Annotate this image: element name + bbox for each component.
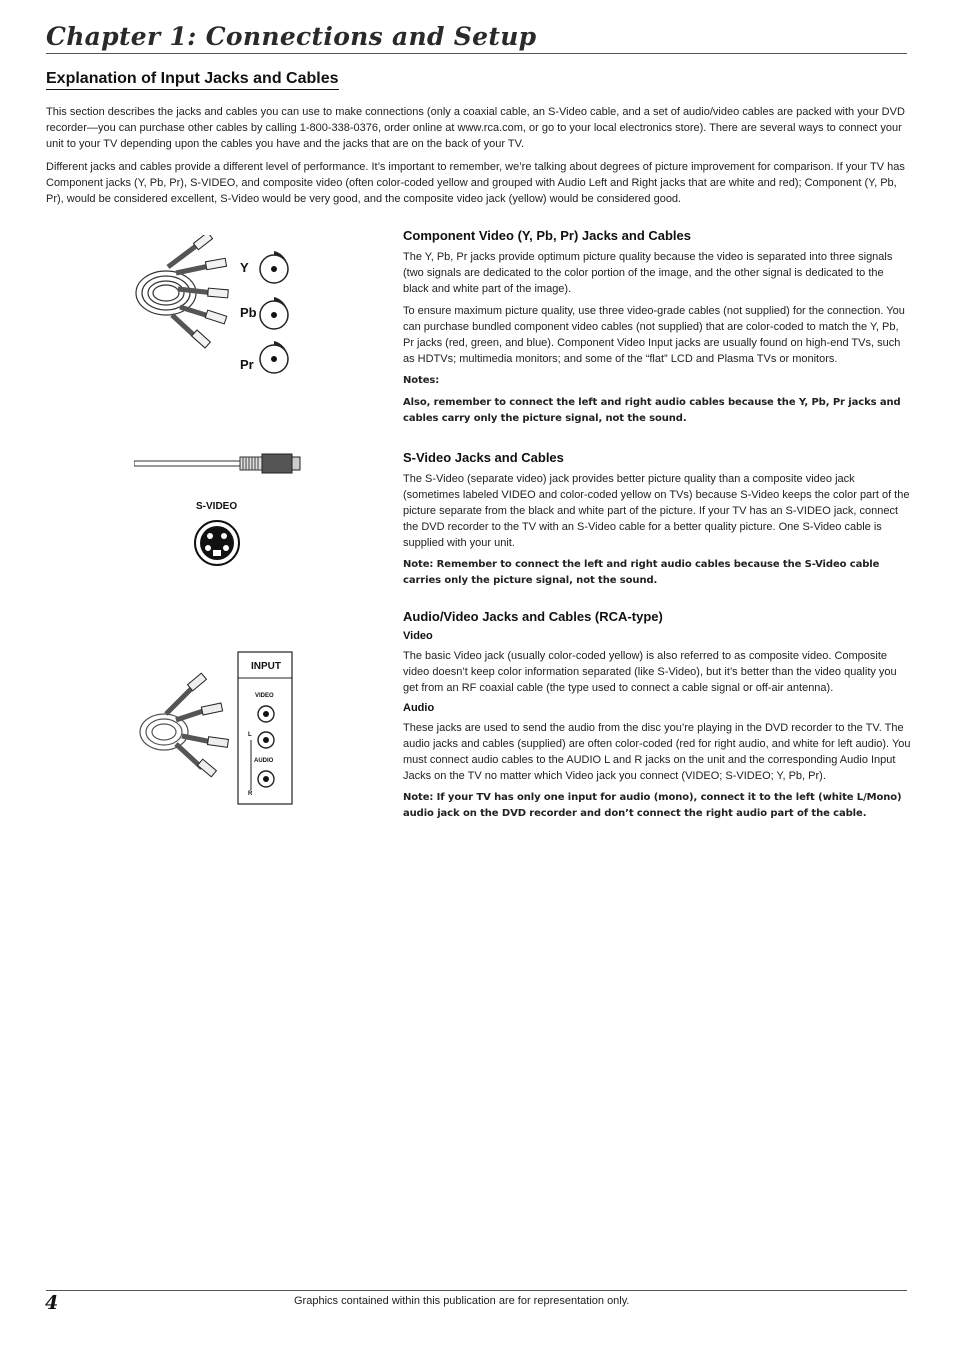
av-audio-text: These jacks are used to send the audio from the disc you’re playing in the DVD recorder to the TV. The audio jacks and cables (supplied) are often color-coded (red for right audio, and white for left audio). You must connect audio cables to the AUDIO L and R jacks on the unit and the corresponding Audio Input Jacks on the TV no matter which Video jack you connect (VIDEO; S-VIDEO; Y, Pb, Pr). (403, 722, 911, 782)
svideo-paragraph: The S-Video (separate video) jack provides better picture quality than a composite video jack (sometimes labeled VIDEO and color-coded yellow on TVs) because S-Video keeps the color part of the picture separate from the black and white part of the picture. If your TV has an S-VIDEO jack, connect the DVD recorder to the TV with an S-Video cable for a better quality picture. One S-Video cable is supplied with your unit. (403, 473, 910, 549)
svideo-jack-label: S-VIDEO (196, 501, 238, 512)
svideo-note: Note: Remember to connect the left and right audio cables because the S-Video cable carries only the picture signal, not the sound. (403, 559, 880, 586)
input-panel-title: INPUT (251, 661, 281, 672)
component-paragraph-2: To ensure maximum picture quality, use three video-grade cables (not supplied) for the connection. You can purchase bundled component video cables (not supplied) that are color-coded to match the Y, Pb, Pr jacks (red, green, and blue). Component Video Input jacks are usually found on high-end TVs, such as HDTVs; multimedia monitors; and some of the “flat” LCD and Plasma TVs or monitors. (403, 305, 905, 365)
component-section (403, 228, 911, 433)
component-paragraph-1: The Y, Pb, Pr jacks provide optimum picture quality because the video is separated into three signals (two signals are dedicated to the color portion of the image, and the other signal is dedicated to the black and white part of the image). (403, 251, 893, 295)
av-section (403, 609, 911, 828)
av-note: Note: If your TV has only one input for audio (mono), connect it to the left (white L/Mono) audio jack on the DVD recorder and don’t connect the right audio part of the cable. (403, 792, 902, 819)
jack-y (240, 251, 288, 283)
component-note: Also, remember to connect the left and right audio cables because the Y, Pb, Pr jacks and cables carry only the picture signal, not the sound. (403, 397, 901, 424)
av-heading: Audio/Video Jacks and Cables (RCA-type) (403, 609, 663, 624)
input-panel-l-label: L (248, 732, 252, 738)
input-panel-r-label: R (248, 791, 253, 797)
intro-paragraph-1: This section describes the jacks and cables you can use to make connections (only a coaxial cable, an S-Video cable, and a set of audio/video cables are packed with your DVD recorder—you can purchase other cables by calling 1-800-338-0376, order online at www.rca.com, or go to your local electronics store). There are several ways to connect your unit to your TV depending upon the cables you have and the jacks that are on the back of your TV. (46, 106, 905, 150)
footer-note: Graphics contained within this publication are for representation only. (294, 1295, 630, 1307)
input-panel-video-label: VIDEO (255, 693, 274, 699)
input-panel-audio-label: AUDIO (254, 758, 274, 764)
av-cable-illustration (136, 650, 296, 810)
intro-paragraph-2: Different jacks and cables provide a different level of performance. It’s important to remember, we’re talking about degrees of picture improvement for comparison. If your TV has Component jacks (Y, Pb, Pr), S-VIDEO, and composite video (often color-coded yellow and grouped with Audio Left and Right jacks that are white and red); Component (Y, Pb, Pr), would be considered excellent, S-Video would be very good, and the composite video jack (yellow) would be considered good. (46, 161, 905, 205)
svideo-section (403, 450, 911, 595)
av-audio-label: Audio (403, 702, 435, 714)
jack-label-pb: Pb (240, 305, 257, 320)
jack-label-pr: Pr (240, 357, 254, 372)
component-cable-illustration (128, 235, 308, 380)
svideo-heading: S-Video Jacks and Cables (403, 450, 564, 465)
av-video-text: The basic Video jack (usually color-coded yellow) is also referred to as composite video. Composite video doesn’t keep color information separated (like S-Video), but it’s better than the video quality you get from an RF coaxial cable (the type used to connect a cable signal or off-air antenna). (403, 650, 897, 694)
jack-pb (240, 297, 288, 329)
page-number: 4 (45, 1292, 59, 1314)
component-notes-label: Notes: (403, 375, 440, 386)
svideo-cable-illustration (134, 450, 304, 575)
chapter-title: Chapter 1: Connections and Setup (46, 22, 537, 51)
chapter-rule (46, 53, 907, 54)
jack-pr (240, 341, 288, 373)
footer-rule (46, 1290, 907, 1291)
av-video-label: Video (403, 630, 433, 642)
component-heading: Component Video (Y, Pb, Pr) Jacks and Cables (403, 228, 691, 243)
jack-label-y: Y (240, 260, 249, 275)
section-heading: Explanation of Input Jacks and Cables (46, 70, 339, 90)
